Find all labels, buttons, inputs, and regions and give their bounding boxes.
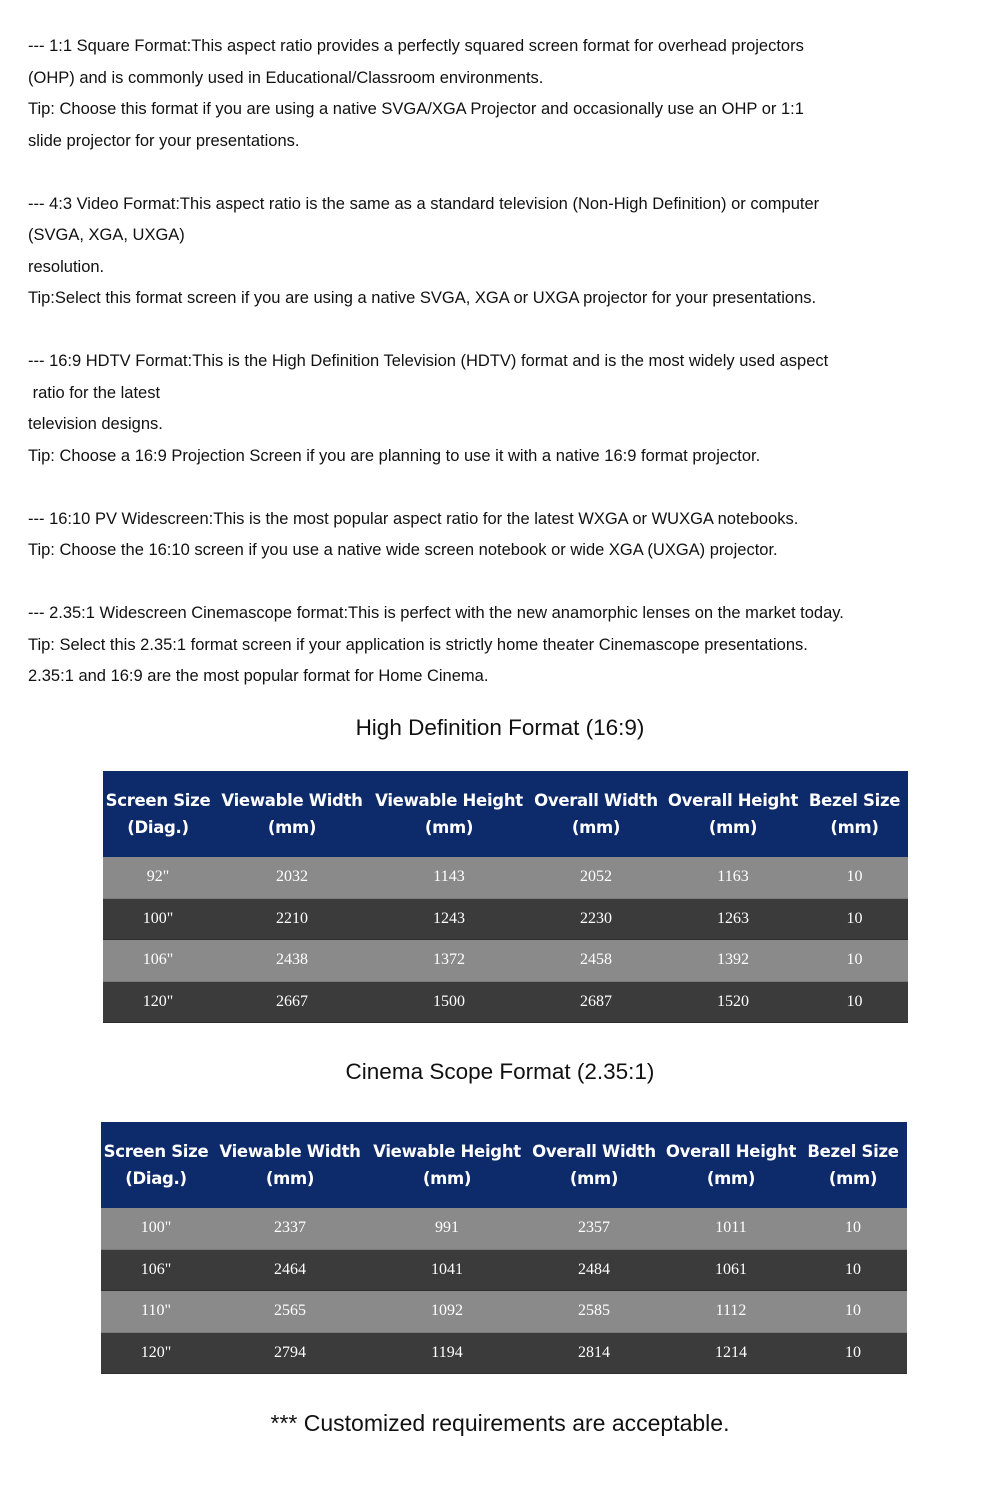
cinema-scope-table [101, 1122, 907, 1374]
text-line: Tip: Choose a 16:9 Projection Screen if you are planning to use it with a native 16:9 format projector. [28, 446, 761, 465]
table-cell: 120" [103, 981, 213, 1023]
header-label: Screen Size [105, 791, 211, 810]
header-label: Viewable Height [375, 791, 523, 810]
column-header [525, 1122, 663, 1208]
table-cell: 2814 [525, 1332, 663, 1374]
table-row [103, 981, 908, 1023]
table-header-row [101, 1122, 907, 1208]
table-cell: 10 [799, 1291, 907, 1333]
table-cell: 10 [801, 981, 908, 1023]
table-cell: 2667 [213, 981, 371, 1023]
text-line: ratio for the latest [28, 383, 161, 402]
table-cell: 2464 [211, 1249, 369, 1291]
text-line: resolution. [28, 257, 105, 276]
table-cell: 2032 [213, 857, 371, 898]
table-cell: 2484 [525, 1249, 663, 1291]
header-unit: (mm) [265, 1169, 315, 1188]
header-label: Bezel Size [808, 791, 901, 810]
column-header [665, 771, 801, 857]
header-label: Viewable Height [373, 1142, 521, 1161]
table-row [101, 1208, 907, 1249]
column-header [213, 771, 371, 857]
hd-format-table [103, 771, 908, 1023]
header-unit: (mm) [422, 1169, 472, 1188]
table-cell: 2052 [527, 857, 665, 898]
header-unit: (Diag.) [127, 818, 189, 837]
table-cell: 2687 [527, 981, 665, 1023]
table-cell: 1520 [665, 981, 801, 1023]
column-header [211, 1122, 369, 1208]
text-line: (OHP) and is commonly used in Educational/Classroom environments. [28, 68, 544, 87]
table-cell: 2357 [525, 1208, 663, 1249]
table-cell: 1500 [371, 981, 527, 1023]
paragraph-gap [28, 157, 988, 189]
text-line: Tip: Choose this format if you are using a native SVGA/XGA Projector and occasionally use an OHP or 1:1 [28, 100, 804, 118]
paragraph-gap [28, 472, 988, 504]
header-label: Viewable Width [221, 791, 363, 810]
table-header-row [103, 771, 908, 857]
table-cell: 110" [101, 1291, 211, 1333]
text-line: 2.35:1 and 16:9 are the most popular format for Home Cinema. [28, 667, 489, 685]
column-header [371, 771, 527, 857]
header-label: Screen Size [103, 1142, 209, 1161]
table-row [103, 940, 908, 982]
table-cell: 1194 [369, 1332, 525, 1374]
table-row [103, 857, 908, 898]
table-cell: 10 [801, 940, 908, 982]
table-cell: 1243 [371, 898, 527, 940]
table-cell: 120" [101, 1332, 211, 1374]
header-label: Viewable Width [219, 1142, 361, 1161]
table-cell: 92" [103, 857, 213, 898]
text-line: --- 16:10 PV Widescreen:This is the most popular aspect ratio for the latest WXGA or WUXGA notebooks. [28, 509, 799, 528]
column-header [799, 1122, 907, 1208]
text-line: television designs. [28, 415, 163, 433]
table-cell: 2794 [211, 1332, 369, 1374]
hd-table-title: High Definition Format (16:9) [355, 715, 645, 740]
text-line: --- 16:9 HDTV Format:This is the High Definition Television (HDTV) format and is the most widely used aspect [28, 352, 829, 370]
table-cell: 1163 [665, 857, 801, 898]
header-label: Overall Height [667, 791, 799, 810]
table-cell: 1214 [663, 1332, 799, 1374]
header-label: Overall Width [532, 1142, 656, 1161]
header-label: Bezel Size [807, 1142, 899, 1161]
header-unit: (mm) [830, 818, 879, 837]
text-line: slide projector for your presentations. [28, 131, 300, 150]
column-header [663, 1122, 799, 1208]
text-line: --- 4:3 Video Format:This aspect ratio is the same as a standard television (Non-High Definition) or computer [28, 194, 820, 213]
table-cell: 2337 [211, 1208, 369, 1249]
table-cell: 10 [801, 898, 908, 940]
text-line: (SVGA, XGA, UXGA) [28, 226, 185, 244]
table-cell: 10 [799, 1208, 907, 1249]
header-unit: (mm) [569, 1169, 619, 1188]
column-header [527, 771, 665, 857]
table-row [101, 1291, 907, 1333]
table-cell: 1112 [663, 1291, 799, 1333]
header-unit: (Diag.) [125, 1169, 187, 1188]
text-line: --- 2.35:1 Widescreen Cinemascope format:This is perfect with the new anamorphic lenses on the market today. [28, 604, 844, 622]
table-cell: 1392 [665, 940, 801, 982]
table-cell: 10 [799, 1249, 907, 1291]
header-unit: (mm) [424, 818, 474, 837]
cinema-table-title: Cinema Scope Format (2.35:1) [345, 1059, 655, 1084]
table-cell: 10 [801, 857, 908, 898]
column-header [801, 771, 908, 857]
table-cell: 1372 [371, 940, 527, 982]
table-cell: 2565 [211, 1291, 369, 1333]
text-line: Tip: Select this 2.35:1 format screen if your application is strictly home theater Cinemascope presentations. [28, 635, 808, 654]
customization-note: *** Customized requirements are acceptable. [270, 1410, 730, 1436]
text-line: Tip:Select this format screen if you are using a native SVGA, XGA or UXGA projector for your presentations. [28, 289, 817, 307]
table-row [103, 898, 908, 940]
table-cell: 2210 [213, 898, 371, 940]
table-row [101, 1249, 907, 1291]
table-cell: 1041 [369, 1249, 525, 1291]
table-cell: 991 [369, 1208, 525, 1249]
table-cell: 2230 [527, 898, 665, 940]
header-label: Overall Width [534, 791, 658, 810]
text-line: Tip: Choose the 16:10 screen if you use a native wide screen notebook or wide XGA (UXGA) projector. [28, 541, 778, 559]
table-cell: 106" [101, 1249, 211, 1291]
table-cell: 1263 [665, 898, 801, 940]
column-header [369, 1122, 525, 1208]
header-unit: (mm) [706, 1169, 756, 1188]
header-label: Overall Height [665, 1142, 797, 1161]
table-cell: 106" [103, 940, 213, 982]
table-cell: 100" [101, 1208, 211, 1249]
text-line: --- 1:1 Square Format:This aspect ratio provides a perfectly squared screen format for overhead projectors [28, 37, 804, 55]
column-header [103, 771, 213, 857]
table-cell: 2438 [213, 940, 371, 982]
table-cell: 1143 [371, 857, 527, 898]
table-cell: 1011 [663, 1208, 799, 1249]
table-cell: 100" [103, 898, 213, 940]
table-cell: 1061 [663, 1249, 799, 1291]
table-cell: 2458 [527, 940, 665, 982]
table-cell: 1092 [369, 1291, 525, 1333]
header-unit: (mm) [708, 818, 758, 837]
header-unit: (mm) [571, 818, 621, 837]
intro-text [28, 31, 988, 693]
table-row [101, 1332, 907, 1374]
paragraph-gap [28, 567, 988, 599]
paragraph-gap [28, 315, 988, 347]
table-cell: 10 [799, 1332, 907, 1374]
header-unit: (mm) [267, 818, 317, 837]
header-unit: (mm) [828, 1169, 878, 1188]
column-header [101, 1122, 211, 1208]
table-cell: 2585 [525, 1291, 663, 1333]
